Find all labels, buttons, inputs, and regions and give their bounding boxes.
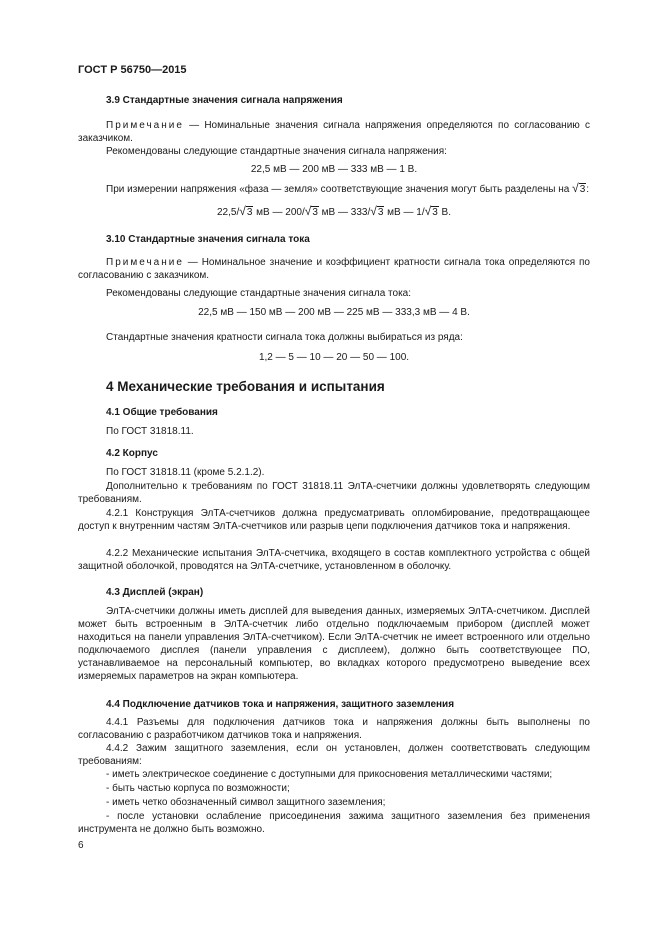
note-label: Примечание	[106, 120, 184, 131]
section-3-10-note	[78, 256, 590, 282]
paragraph-4-4-1: 4.4.1 Разъемы для подключения датчиков тока и напряжения должны быть выполнены по согласованию с разработчиком датчиков тока и напряжения.	[78, 717, 590, 741]
list-item: - после установки ослабление присоединения зажима защитного заземления без применения инструмента не должно быть возможно.	[78, 811, 590, 835]
section-3-9-divided-values: 22,5/√3 мВ — 200/√3 мВ — 333/√3 мВ — 1/√3 В.	[216, 204, 452, 218]
sqrt-symbol: √3	[572, 181, 586, 195]
section-3-9-values: 22,5 мВ — 200 мВ — 333 мВ — 1 В.	[250, 164, 418, 175]
sqrt-symbol: √3	[239, 204, 253, 218]
section-4-2-text2: Дополнительно к требованиям по ГОСТ 31818.11 ЭлТА-счетчики должны удовлетворять следующим требованиям.	[78, 481, 590, 505]
note-text: — Номинальные значения сигнала напряжения определяются по согласованию с заказчиком.	[78, 120, 590, 144]
section-4-3-heading: 4.3 Дисплей (экран)	[106, 587, 204, 598]
section-4-2-text1: По ГОСТ 31818.11 (кроме 5.2.1.2).	[106, 467, 265, 478]
list-item: - иметь электрическое соединение с доступными для прикосновения металлическими частями;	[106, 769, 553, 780]
document-code-header: ГОСТ Р 56750—2015	[78, 64, 187, 76]
section-3-9-phase-text: При измерении напряжения «фаза — земля» соответствующие значения могут быть разделены на √3:	[106, 181, 590, 195]
sqrt-symbol: √3	[304, 204, 318, 218]
section-3-10-values: 22,5 мВ — 150 мВ — 200 мВ — 225 мВ — 333,3 мВ — 4 В.	[198, 307, 470, 318]
section-3-10-recommend: Рекомендованы следующие стандартные значения сигнала тока:	[106, 288, 412, 299]
sqrt-symbol: √3	[424, 204, 438, 218]
paragraph-4-2-1: 4.2.1 Конструкция ЭлТА-счетчиков должна предусматривать опломбирование, предотвращающее доступ к внутренним частям ЭлТА-счетчиков или разрыв цепи подключения датчиков тока и напряжения.	[78, 508, 590, 532]
section-4-heading: 4 Механические требования и испытания	[106, 379, 385, 394]
section-4-1-heading: 4.1 Общие требования	[106, 407, 218, 418]
phase-text: При измерении напряжения «фаза — земля» соответствующие значения могут быть разделены на	[106, 184, 570, 195]
note-text: — Номинальное значение и коэффициент кратности сигнала тока определяются по согласованию с заказчиком.	[78, 257, 590, 281]
section-3-9-note	[78, 119, 590, 145]
section-3-9-recommend: Рекомендованы следующие стандартные значения сигнала напряжения:	[106, 146, 447, 157]
section-3-10-ratio-values: 1,2 — 5 — 10 — 20 — 50 — 100.	[258, 352, 410, 363]
list-item: - быть частью корпуса по возможности;	[106, 783, 290, 794]
sqrt-symbol: √3	[370, 204, 384, 218]
section-3-10-heading: 3.10 Стандартные значения сигнала тока	[106, 234, 310, 245]
list-item: - иметь четко обозначенный символ защитного заземления;	[106, 797, 386, 808]
section-4-2-heading: 4.2 Корпус	[106, 448, 158, 459]
section-3-9-heading: 3.9 Стандартные значения сигнала напряжения	[106, 95, 343, 106]
note-label: Примечание	[106, 257, 184, 268]
section-3-10-ratio-text: Стандартные значения кратности сигнала тока должны выбираться из ряда:	[106, 332, 463, 343]
page-number: 6	[78, 840, 84, 851]
section-4-3-text: ЭлТА-счетчики должны иметь дисплей для выведения данных, измеряемых ЭлТА-счетчиком. Дисплей может быть встроенным в ЭлТА-счетчик либо отдельно подключаемым прибором (дисплей может находиться на панели управления ЭлТА-счетчиком). Если ЭлТА-счетчик не имеет встроенного или отдельно подключаемого дисплея (панели управления с дисплеем), должно быть соответствующее ПО, устанавливаемое на персональный компьютер, во вкладках которого предусмотрено выведение всех измеряемых параметров на экран компьютера.	[78, 606, 590, 682]
paragraph-4-4-2: 4.4.2 Зажим защитного заземления, если он установлен, должен соответствовать следующим требованиям:	[78, 743, 590, 767]
section-4-4-heading: 4.4 Подключение датчиков тока и напряжения, защитного заземления	[106, 699, 455, 710]
section-4-1-text: По ГОСТ 31818.11.	[106, 426, 194, 437]
paragraph-4-2-2: 4.2.2 Механические испытания ЭлТА-счетчика, входящего в состав комплектного устройства с общей защитной оболочкой, проводятся на ЭлТА-счетчике, установленном в оболочку.	[78, 548, 590, 572]
